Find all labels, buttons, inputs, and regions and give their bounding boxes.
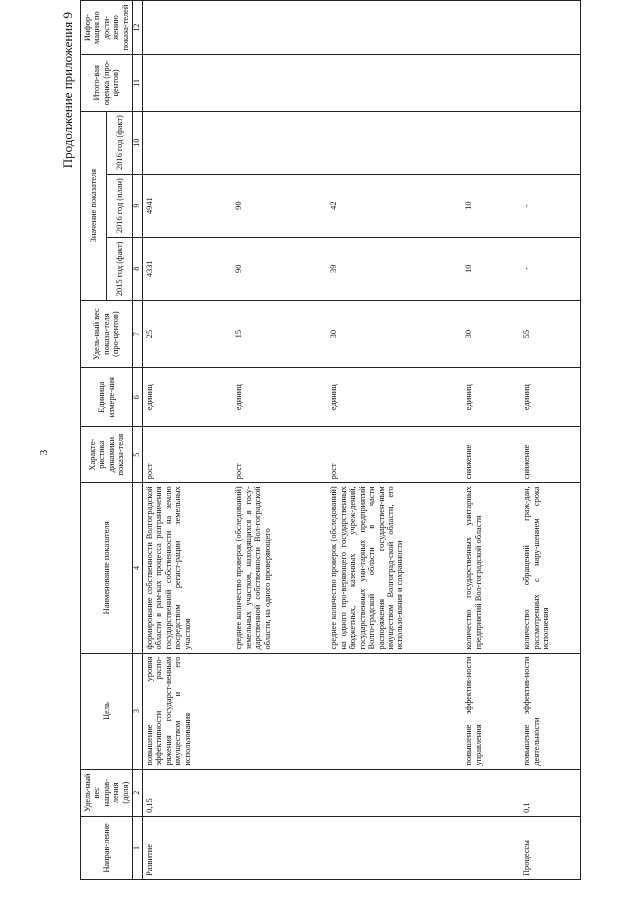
- cell-2016-plan: 90: [232, 174, 327, 237]
- cell-2015-fact: 39: [327, 237, 462, 300]
- column-number: 6: [133, 368, 143, 427]
- header-values-group: Значение показателя: [81, 111, 107, 300]
- cell-indicator: формирование собственности Волгоградской области в рам-ках процесса разграничения государственной собственности на землю посредством регист-рации земельных участков: [142, 483, 232, 653]
- cell-direction-weight: 0,15: [142, 769, 232, 816]
- cell-goal: повышение уровня эффективности распо-ряжения государст-венным имуществом и его использования: [142, 653, 232, 769]
- column-number: 11: [133, 55, 143, 111]
- table-row: [232, 1, 327, 880]
- column-number: 3: [133, 653, 143, 769]
- header-indicator-name: Наименование показателя: [81, 483, 133, 653]
- cell-total: [142, 55, 232, 111]
- header-2015-fact: 2015 год (факт): [107, 237, 133, 300]
- header-2016-fact: 2016 год (факт): [107, 111, 133, 174]
- column-number: 7: [133, 300, 143, 368]
- cell-info: [520, 1, 580, 55]
- column-number: 10: [133, 111, 143, 174]
- cell-indicator: среднее количество проверок (обследований) земельных участков, находящихся в госу-дарственной собственности Вол-гоградской области, на одного проверяющего: [232, 483, 327, 653]
- cell-2016-plan: 4941: [142, 174, 232, 237]
- column-number: 9: [133, 174, 143, 237]
- cell-direction: [232, 816, 327, 879]
- cell-total: [327, 55, 462, 111]
- cell-goal: повышение эффектив-ности управления: [462, 653, 520, 769]
- cell-goal: [327, 653, 462, 769]
- cell-2016-plan: 42: [327, 174, 462, 237]
- cell-direction-weight: [462, 769, 520, 816]
- cell-2016-fact: [520, 111, 580, 174]
- cell-info: [327, 1, 462, 55]
- cell-unit: единиц: [520, 368, 580, 427]
- cell-weight: 55: [520, 300, 580, 368]
- cell-total: [520, 55, 580, 111]
- cell-2015-fact: 90: [232, 237, 327, 300]
- header-indicator-weight: Удель-ный вес показа-теля (про-центов): [81, 300, 133, 368]
- cell-unit: единиц: [327, 368, 462, 427]
- table-row: [327, 1, 462, 880]
- cell-2016-plan: -: [520, 174, 580, 237]
- header-total-score: Итого-вая оценка (про-центов): [81, 55, 133, 111]
- cell-dynamics: снижение: [462, 427, 520, 483]
- column-number: 8: [133, 237, 143, 300]
- cell-direction-weight: 0,1: [520, 769, 580, 816]
- table-row: [520, 1, 580, 880]
- cell-direction-weight: [327, 769, 462, 816]
- cell-unit: единиц: [232, 368, 327, 427]
- cell-info: [462, 1, 520, 55]
- cell-direction-weight: [232, 769, 327, 816]
- header-row-1: [81, 1, 107, 880]
- cell-direction: [327, 816, 462, 879]
- page-number: 3: [38, 449, 50, 456]
- cell-weight: 15: [232, 300, 327, 368]
- column-number: 5: [133, 427, 143, 483]
- header-dynamics: Характе-ристика динамики показа-теля: [81, 427, 133, 483]
- header-direction: Направ-ление: [81, 816, 133, 879]
- header-direction-weight: Удель-ный вес направ-ления (доля): [81, 769, 133, 816]
- cell-goal: [232, 653, 327, 769]
- cell-indicator: количество государственных унитарных предприятий Вол-гоградской области: [462, 483, 520, 653]
- cell-total: [462, 55, 520, 111]
- cell-2016-fact: [232, 111, 327, 174]
- cell-2016-plan: 10: [462, 174, 520, 237]
- cell-2015-fact: 10: [462, 237, 520, 300]
- cell-2015-fact: -: [520, 237, 580, 300]
- header-achievement-info: Инфор-мация по дости-жению показа-телей: [81, 1, 133, 55]
- header-goal: Цель: [81, 653, 133, 769]
- table-row: [142, 1, 232, 880]
- cell-direction: Процессы: [520, 816, 580, 879]
- cell-2015-fact: 4331: [142, 237, 232, 300]
- column-number: 12: [133, 1, 143, 55]
- cell-dynamics: рост: [232, 427, 327, 483]
- column-number: 1: [133, 816, 143, 879]
- cell-total: [232, 55, 327, 111]
- cell-dynamics: рост: [142, 427, 232, 483]
- cell-2016-fact: [142, 111, 232, 174]
- cell-info: [232, 1, 327, 55]
- cell-indicator: среднее количество проверок (обследований) на одного про-веряющего государственных бюджетных, казенных учреж-дений, государственных уни-тарных предприятий Волго-градской области в части распоряжения государствен-ным имуществом Волгоград-ской области, его использо-вания и сохранности: [327, 483, 462, 653]
- cell-2016-fact: [462, 111, 520, 174]
- column-number-row: [133, 1, 143, 880]
- header-unit: Единица измере-ния: [81, 368, 133, 427]
- column-number: 2: [133, 769, 143, 816]
- cell-direction: Развитие: [142, 816, 232, 879]
- continuation-note: Продолжение приложения 9: [60, 12, 75, 169]
- cell-info: [142, 1, 232, 55]
- cell-dynamics: снижение: [520, 427, 580, 483]
- cell-weight: 30: [462, 300, 520, 368]
- cell-weight: 25: [142, 300, 232, 368]
- cell-unit: единиц: [462, 368, 520, 427]
- indicators-table: [80, 0, 581, 880]
- cell-direction: [462, 816, 520, 879]
- cell-weight: 30: [327, 300, 462, 368]
- cell-goal: повышение эффектив-ности деятельности: [520, 653, 580, 769]
- cell-dynamics: рост: [327, 427, 462, 483]
- cell-2016-fact: [327, 111, 462, 174]
- table-row: [462, 1, 520, 880]
- cell-unit: единиц: [142, 368, 232, 427]
- cell-indicator: количество обращений граж-дан, рассмотренных с нару-шением срока исполнения: [520, 483, 580, 653]
- header-2016-plan: 2016 год (план): [107, 174, 133, 237]
- column-number: 4: [133, 483, 143, 653]
